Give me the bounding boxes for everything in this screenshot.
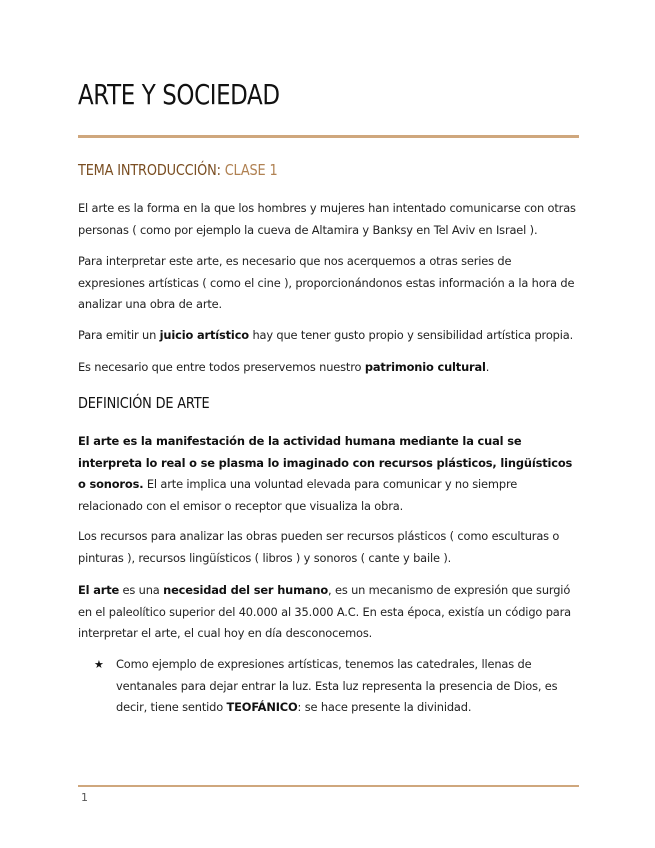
subheading-definition: DEFINICIÓN DE ARTE: [78, 394, 210, 412]
bullet-text: [116, 654, 564, 719]
paragraph-human-need-mid: es una: [119, 583, 164, 597]
paragraph-human-need-tail: , es un mecanismo de expresión que surgió en el paleolítico superior del 40.000 al 35.000 A.C. En esta época, existía un código para interpretar el arte, el cual hoy en día desconocemos.: [78, 583, 571, 640]
paragraph-heritage-tail: .: [485, 360, 490, 374]
section-heading-class: CLASE 1: [224, 161, 278, 179]
paragraph-resources: Los recursos para analizar las obras pueden ser recursos plásticos ( como esculturas o pinturas ), recursos lingüísticos ( libros ) y sonoros ( cante y baile ).: [78, 529, 560, 565]
paragraph-definition-bold: El arte es la manifestación de la actividad humana mediante la cual se interpreta lo real o se plasma lo imaginado con recursos plásticos, lingüísticos o sonoros.: [78, 434, 573, 491]
paragraph-heritage-text: Es necesario que entre todos preservemos nuestro: [78, 360, 365, 374]
paragraph-intro: El arte es la forma en la que los hombres y mujeres han intentado comunicarse con otras personas ( como por ejemplo la cueva de Altamira y Banksy en Tel Aviv en Israel ).: [78, 201, 576, 237]
paragraph-interpretation: Para interpretar este arte, es necesario que nos acerquemos a otras series de expresiones artísticas ( como el cine ), proporcionándonos estas información a la hora de analizar una obra de arte.: [78, 254, 575, 311]
paragraph-definition: [78, 431, 579, 517]
section-heading-topic: TEMA INTRODUCCIÓN:: [78, 161, 221, 179]
paragraph-definition-tail: El arte implica una voluntad elevada para comunicar y no siempre relacionado con el emisor o receptor que visualiza la obra.: [78, 477, 518, 513]
paragraph-judgement-bold: juicio artístico: [159, 328, 249, 342]
bullet-text-main: Como ejemplo de expresiones artísticas, tenemos las catedrales, llenas de ventanales para dejar entrar la luz. Esta luz representa la presencia de Dios, es decir, tiene sentido: [116, 657, 558, 714]
paragraph-judgement: [78, 325, 579, 347]
paragraph-heritage-bold: patrimonio cultural: [364, 360, 486, 374]
section-heading: [78, 161, 277, 179]
paragraph-judgement-tail: hay que tener gusto propio y sensibilidad artística propia.: [248, 328, 574, 342]
bullet-item-cathedrals: [94, 654, 564, 719]
paragraph-human-need-bold1: El arte: [78, 583, 120, 597]
paragraph-human-need: [78, 580, 579, 645]
bullet-text-bold: TEOFÁNICO: [226, 700, 298, 714]
bullet-text-tail: : se hace presente la divinidad.: [297, 700, 472, 714]
star-bullet-icon: ★: [94, 658, 104, 671]
paragraph-heritage: [78, 357, 579, 379]
title-divider: [78, 135, 579, 138]
page-number: 1: [81, 791, 88, 804]
footer-divider: [78, 785, 579, 787]
document-title: ARTE Y SOCIEDAD: [78, 78, 280, 111]
paragraph-human-need-bold2: necesidad del ser humano: [163, 583, 329, 597]
paragraph-judgement-text: Para emitir un: [78, 328, 160, 342]
